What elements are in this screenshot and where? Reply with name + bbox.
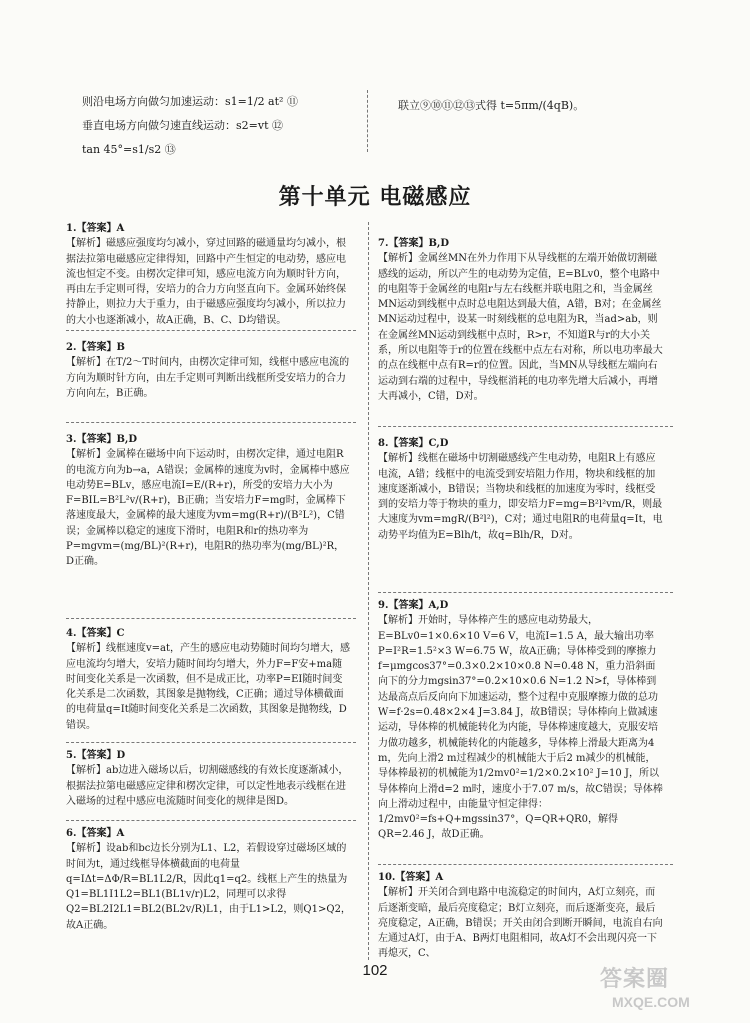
answer-heading: 7.【答案】B,D: [378, 238, 450, 249]
answer-item-7: [378, 236, 663, 404]
separator: [378, 864, 673, 865]
separator: [378, 426, 673, 427]
separator: [66, 742, 356, 743]
answer-heading: 6.【答案】A: [66, 828, 125, 839]
column-divider: [368, 222, 369, 960]
answer-heading: 1.【答案】A: [66, 223, 125, 234]
analysis-text: 【解析】ab边进入磁场以后，切割磁感线的有效长度逐渐减小，根据法拉第电磁感应定律和楞次定律，可以定性地表示线框在进入磁场的过程中感应电流随时间变化的规律是图D。: [66, 765, 349, 807]
analysis-text: 【解析】在T/2～T时间内，由楞次定律可知，线框中感应电流的方向为顺时针方向，由左手定则可判断出线框所受安培力的合力方向向左，B正确。: [66, 357, 350, 399]
analysis-text: 【解析】线框速度v=at，产生的感应电动势随时间均匀增大，感应电流均匀增大，安培力随时间均匀增大，外力F=F安+ma随时间变化关系是一次函数，但不是成正比，功率P=EI随时间变化关系是二次函数，其图象是抛物线，C正确；通过导体横截面的电荷量q=It随时间变化关系是二次函数，其图象是抛物线，D错误。: [66, 643, 351, 731]
top-right-line: 联立⑨⑩⑪⑫⑬式得 t=5πm/(4qB)。: [398, 99, 585, 112]
top-line-3: tan 45°=s1/s2 ⑬: [82, 143, 176, 156]
answer-heading: 9.【答案】A,D: [378, 600, 449, 611]
watermark-url: MXQE.COM: [612, 994, 690, 1010]
answer-heading: 4.【答案】C: [66, 628, 125, 639]
separator: [66, 330, 356, 331]
answer-item-8: [378, 436, 663, 543]
top-line-1: 则沿电场方向做匀加速运动：s1=1/2 at² ⑪: [82, 95, 298, 108]
answer-heading: 2.【答案】B: [66, 342, 125, 353]
analysis-text: 【解析】线框在磁场中切割磁感线产生电动势，电阻R上有感应电流，A错；线框中的电流受到安培阻力作用，物块和线框的加速度逐渐减小，B错误；当物块和线框的加速度为零时，线框受到的安培力等于物块的重力，即安培力F=mg=B²l²vm/R，则最大速度为vm=mgR/(B²l²)，C对；通过电阻R的电荷量q=It，电动势平均值为E=Blh/t，故q=Blh/R，D对。: [378, 453, 663, 541]
answer-item-6: [66, 826, 351, 933]
separator: [66, 618, 356, 619]
analysis-text: 【解析】开始时，导体棒产生的感应电动势最大，E=BLv0=1×0.6×10 V=6 V，电流I=1.5 A，最大输出功率P=I²R=1.5²×3 W=6.75 W，故A正确；导体棒受到的摩擦力f=μmgcos37°=0.3×0.2×10×0.8 N=0.48 N，重力沿斜面向下的分力mgsin37°=0.2×10×0.6 N=1.2 N>f，导体棒到达最高点后反向向下加速运动，整个过程中克服摩擦力做的总功W=f·2s=0.48×2×4 J=3.84 J，故B错误；导体棒向上做减速运动，导体棒的机械能转化为内能，导体棒速度越大，克服安培力做功越多，机械能转化的内能越多，导体棒上滑最大距离为4 m，先向上滑2 m过程减少的机械能大于后2 m减少的机械能，导体棒最初的机械能为1/2mv0²=1/2×0.2×10² J=10 J，所以导体棒向上滑d=2 m时，速度小于7.07 m/s，故C错误；导体棒向上滑动过程中，由能量守恒定律得：1/2mv0²=fs+Q+mgssin37°，Q=QR+QR0，解得QR=2.46 J，故D正确。: [378, 615, 663, 841]
top-line-2: 垂直电场方向做匀速直线运动：s2=vt ⑫: [82, 119, 283, 132]
analysis-text: 【解析】开关闭合到电路中电流稳定的时间内，A灯立刻亮，而后逐渐变暗，最后亮度稳定；B灯立刻亮，而后逐渐变亮，最后亮度稳定，A正确，B错误；开关由闭合到断开瞬间，电流自右向左通过A灯，由于A、B两灯电阻相同，故A灯不会出现闪亮一下再熄灭，C、: [378, 887, 663, 960]
answer-item-5: [66, 748, 351, 809]
separator: [66, 820, 356, 821]
top-divider: [367, 90, 368, 152]
separator: [378, 592, 673, 593]
separator: [66, 422, 356, 423]
page-number: 102: [362, 962, 388, 979]
analysis-text: 【解析】金属丝MN在外力作用下从导线框的左端开始做切割磁感线的运动，所以产生的电动势为定值，E=BLv0，整个电路中的电阻等于金属丝的电阻r与左右线框并联电阻之和，当金属丝MN运动到线框中点时总电阻达到最大值，A错，B对；在金属丝MN运动过程中，设某一时刻线框的总电阻为R，当ad>ab，则在金属丝MN运动到线框中点时，R>r，不知道R与r的大小关系，所以电阻等于r的位置在线框中点左右对称，所以电功率最大的点在线框中点有R=r的位置。因此，当MN从导线框左端向右运动到右端的过程中，导线框消耗的电功率先增大后减小，再增大再减小，C错，D对。: [378, 253, 663, 402]
answer-heading: 5.【答案】D: [66, 750, 126, 761]
answer-item-4: [66, 626, 351, 733]
analysis-text: 【解析】磁感应强度均匀减小，穿过回路的磁通量均匀减小，根据法拉第电磁感应定律得知，回路中产生恒定的电动势，感应电流也恒定不变。由楞次定律可知，感应电流方向为顺时针方向，再由左手定则可得，安培力的合力方向竖直向下。金属环始终保持静止，则拉力大于重力，由于磁感应强度均匀减小，所以拉力的大小也逐渐减小，故A正确，B、C、D均错误。: [66, 238, 346, 326]
answer-item-2: [66, 340, 351, 401]
answer-heading: 3.【答案】B,D: [66, 434, 138, 445]
answer-item-9: [378, 598, 663, 843]
answer-heading: 8.【答案】C,D: [378, 438, 449, 449]
analysis-text: 【解析】金属棒在磁场中向下运动时，由楞次定律，通过电阻R的电流方向为b→a，A错误；金属棒的速度为v时，金属棒中感应电动势E=BLv，感应电流I=E/(R+r)，所受的安培力大小为F=BIL=B²L²v/(R+r)，B正确；当安培力F=mg时，金属棒下落速度最大，金属棒的最大速度为vm=mg(R+r)/(B²L²)，C错误；金属棒以稳定的速度下滑时，电阻R和r的热功率为P=mgvm=(mg/BL)²(R+r)，电阻R的热功率为(mg/BL)²R，D正确。: [66, 449, 350, 568]
answer-heading: 10.【答案】A: [378, 872, 444, 883]
watermark-logo: 答案圈: [600, 966, 670, 991]
unit-title: 第十单元 电磁感应: [278, 185, 472, 210]
analysis-text: 【解析】设ab和bc边长分别为L1、L2，若假设穿过磁场区域的时间为t，通过线框导体横截面的电荷量q=IΔt=ΔΦ/R=BL1L2/R，因此q1=q2。线框上产生的热量为Q1=BL1I1L2=BL1(BL1v/r)L2，同理可以求得Q2=BL2I2L1=BL2(BL2v/R)L1，由于L1>L2，则Q1>Q2，故A正确。: [66, 843, 351, 931]
answer-item-3: [66, 432, 351, 570]
answer-item-10: [378, 870, 663, 962]
answer-item-1: [66, 221, 351, 328]
